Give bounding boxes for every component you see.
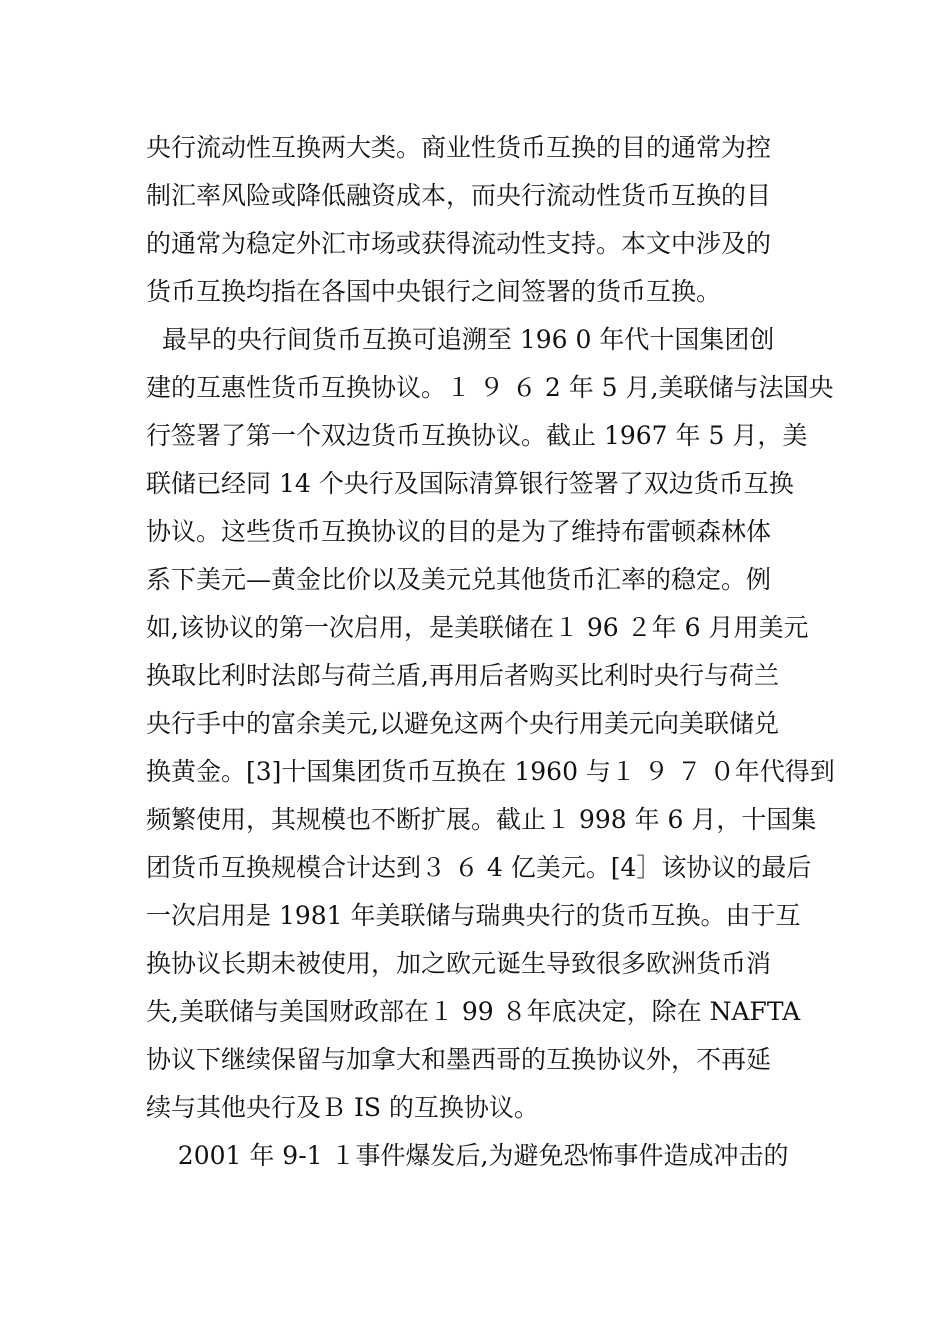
text-line: 换协议长期未被使用，加之欧元诞生导致很多欧洲货币消 bbox=[146, 949, 772, 978]
text-line: 最早的央行间货币互换可追溯至 196 0 年代十国集团创 bbox=[146, 325, 775, 354]
text-line: 央行手中的富余美元,以避免这两个央行用美元向美联储兑 bbox=[146, 709, 779, 738]
text-line: 如,该协议的第一次启用，是美联储在１ 96 ２年 6 月用美元 bbox=[146, 613, 809, 642]
text-line: 一次启用是 1981 年美联储与瑞典央行的货币互换。由于互 bbox=[146, 901, 801, 930]
text-line: 协议。这些货币互换协议的目的是为了维持布雷顿森林体 bbox=[146, 517, 772, 546]
text-line: 货币互换均指在各国中央银行之间签署的货币互换。 bbox=[146, 277, 722, 306]
text-line: 央行流动性互换两大类。商业性货币互换的目的通常为控 bbox=[146, 133, 772, 162]
text-line: 频繁使用，其规模也不断扩展。截止１ 998 年 6 月，十国集 bbox=[146, 805, 817, 834]
text-line: 行签署了第一个双边货币互换协议。截止 1967 年 5 月，美 bbox=[146, 421, 808, 450]
text-line: 团货币互换规模合计达到３ ６ 4 亿美元。[4］该协议的最后 bbox=[146, 853, 812, 882]
text-line: 换取比利时法郎与荷兰盾,再用后者购买比利时央行与荷兰 bbox=[146, 661, 779, 690]
text-line: 2001 年 9-1 １事件爆发后,为避免恐怖事件造成冲击的 bbox=[146, 1141, 789, 1170]
text-line: 建的互惠性货币互换协议。１ ９ ６ 2 年 5 月,美联储与法国央 bbox=[146, 373, 834, 402]
text-line: 协议下继续保留与加拿大和墨西哥的互换协议外，不再延 bbox=[146, 1045, 772, 1074]
text-line: 续与其他央行及Ｂ IS 的互换协议。 bbox=[146, 1093, 539, 1122]
text-line: 制汇率风险或降低融资成本，而央行流动性货币互换的目 bbox=[146, 181, 772, 210]
text-line: 系下美元—黄金比价以及美元兑其他货币汇率的稳定。例 bbox=[146, 565, 772, 594]
text-line: 的通常为稳定外汇市场或获得流动性支持。本文中涉及的 bbox=[146, 229, 772, 258]
text-line: 联储已经同 14 个央行及国际清算银行签署了双边货币互换 bbox=[146, 469, 794, 498]
text-line: 换黄金。[3]十国集团货币互换在 1960 与１ ９ ７ ０年代得到 bbox=[146, 757, 835, 786]
body-text bbox=[146, 124, 835, 1180]
text-line: 失,美联储与美国财政部在１ 99 ８年底决定，除在 NAFTA bbox=[146, 997, 801, 1026]
